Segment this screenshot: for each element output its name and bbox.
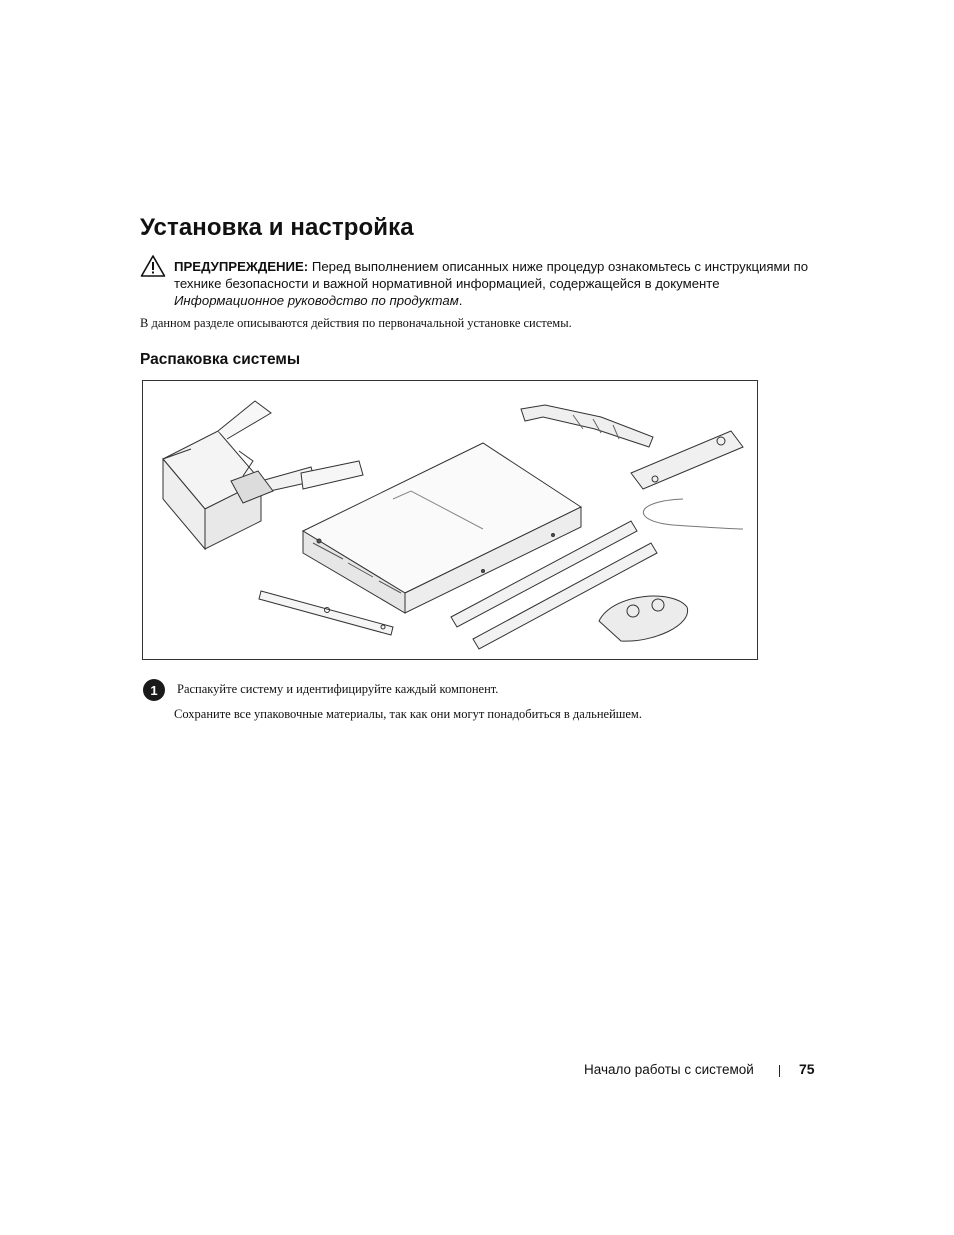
cable-illustration bbox=[643, 499, 743, 529]
warning-icon bbox=[140, 254, 166, 278]
footer-chapter-title: Начало работы с системой bbox=[584, 1062, 754, 1077]
front-bezel-illustration bbox=[259, 591, 393, 635]
step-note: Сохраните все упаковочные материалы, так как они могут понадобиться в дальнейшем. bbox=[174, 707, 642, 721]
warning-label: ПРЕДУПРЕЖДЕНИЕ: bbox=[174, 259, 309, 274]
cable-arm-illustration bbox=[521, 405, 653, 447]
intro-paragraph: В данном разделе описываются действия по первоначальной установке системы. bbox=[140, 316, 572, 330]
footer-divider bbox=[779, 1065, 780, 1077]
hardware-bag-illustration bbox=[599, 596, 688, 641]
warning-text: Перед выполнением описанных ниже процедур ознакомьтесь с инструкциями по технике безопасности и важной нормативной информацией, содержащейся в документе bbox=[174, 259, 809, 291]
section-title: Распаковка системы bbox=[140, 351, 301, 368]
page-title: Установка и настройка bbox=[140, 214, 414, 241]
step-number-badge: 1 bbox=[143, 679, 165, 701]
unpacking-illustration bbox=[142, 380, 758, 660]
warning-doc-title: Информационное руководство по продуктам bbox=[174, 293, 459, 308]
step-instruction: Распакуйте систему и идентифицируйте каждый компонент. bbox=[177, 682, 499, 696]
warning-notice bbox=[174, 258, 814, 309]
warning-text-end: . bbox=[458, 293, 463, 308]
page-number: 75 bbox=[799, 1061, 815, 1077]
